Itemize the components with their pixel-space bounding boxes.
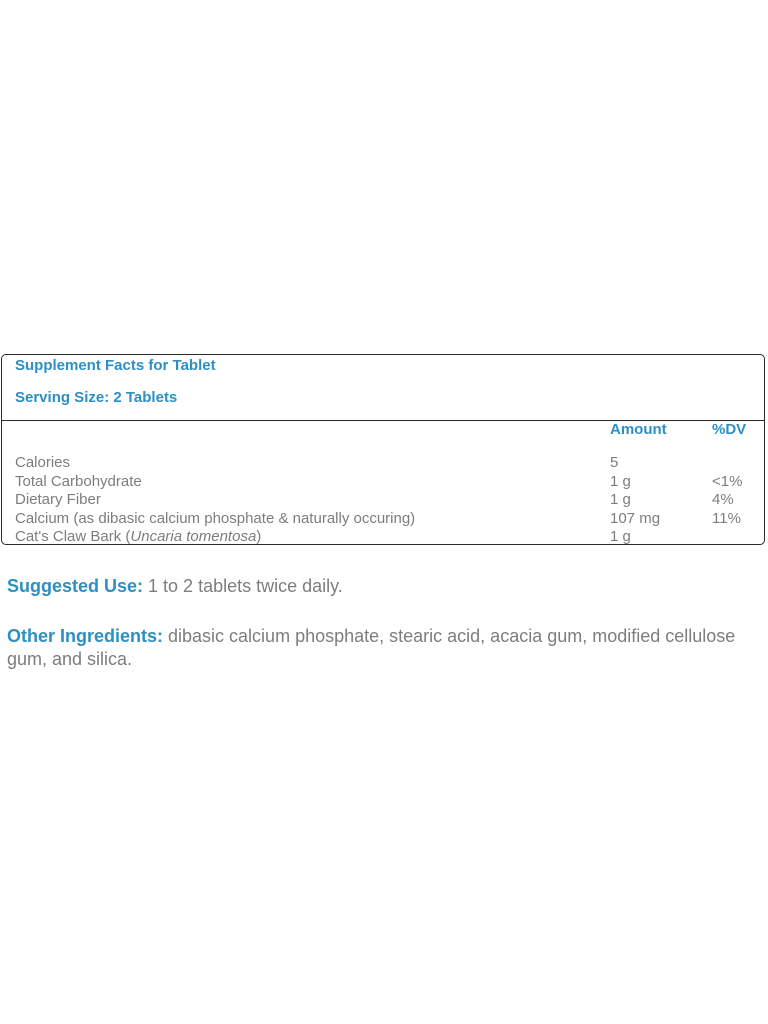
nutrient-name: Calories (15, 454, 71, 471)
nutrient-row-dietary-fiber (2, 491, 764, 510)
suggested-use (7, 575, 752, 598)
nutrient-dv: <1% (712, 473, 743, 490)
nutrient-name-latin: Uncaria tomentosa (130, 528, 257, 545)
nutrient-row-cats-claw-bark (2, 528, 764, 547)
nutrient-dv: 4% (712, 491, 734, 508)
other-ingredients (7, 625, 752, 671)
facts-title: Supplement Facts for Tablet (15, 357, 216, 374)
nutrient-amount: 1 g (610, 528, 631, 545)
nutrient-amount: 107 mg (610, 510, 661, 527)
nutrient-amount: 5 (610, 454, 619, 471)
nutrient-row-calories (2, 454, 764, 473)
nutrient-name-suffix: ) (256, 528, 262, 545)
nutrient-name: Total Carbohydrate (15, 473, 142, 490)
nutrient-name (15, 528, 261, 545)
nutrient-amount: 1 g (610, 491, 631, 508)
nutrient-dv: 11% (712, 510, 741, 527)
other-ingredients-text: dibasic calcium phosphate, stearic acid, acacia gum, modified cellulose gum, and silica. (7, 626, 736, 669)
nutrient-row-calcium (2, 510, 764, 529)
nutrient-amount: 1 g (610, 473, 631, 490)
suggested-use-label: Suggested Use: (7, 576, 144, 596)
supplement-facts-panel (1, 354, 765, 545)
amount-column-header: Amount (610, 421, 667, 438)
other-ingredients-label: Other Ingredients: (7, 626, 164, 646)
serving-size: Serving Size: 2 Tablets (15, 389, 178, 406)
suggested-use-text: 1 to 2 tablets twice daily. (143, 576, 343, 596)
nutrient-row-total-carbohydrate (2, 473, 764, 492)
nutrient-name-prefix: Cat's Claw Bark ( (15, 528, 131, 545)
nutrient-name: Calcium (as dibasic calcium phosphate & naturally occuring) (15, 510, 416, 527)
nutrient-name: Dietary Fiber (15, 491, 101, 508)
dv-column-header: %DV (712, 421, 747, 438)
